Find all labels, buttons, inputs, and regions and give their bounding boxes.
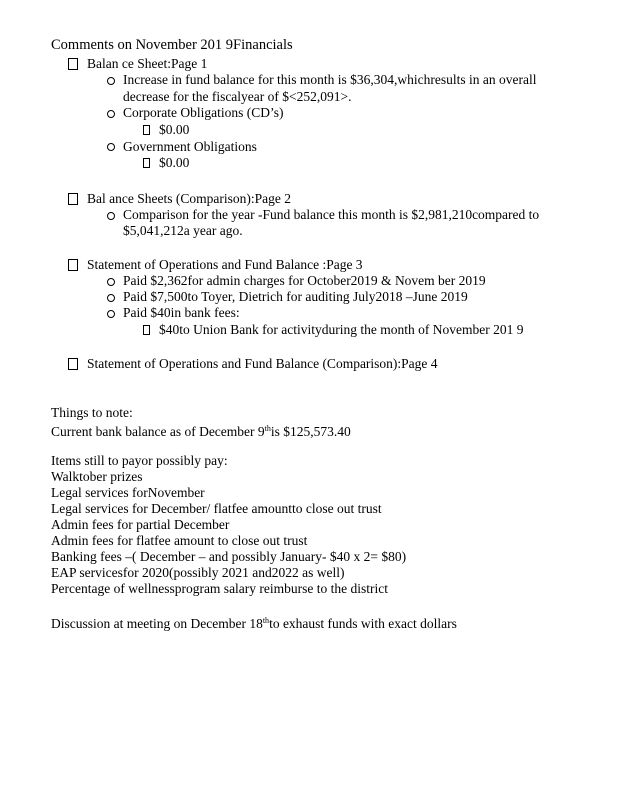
circle-bullet-icon [107, 294, 115, 302]
ordinal-suffix: th [262, 616, 270, 625]
circle-bullet-icon [107, 212, 115, 220]
list-item: EAP servicesfor 2020(possibly 2021 and2022 as well) [51, 565, 345, 580]
list-item: Admin fees for flatfee amount to close out trust [51, 533, 308, 548]
bank-balance-line [51, 421, 351, 440]
circle-bullet-icon [107, 143, 115, 151]
square-bullet-icon [68, 193, 78, 205]
list-item: Comparison for the year -Fund balance this month is $2,981,210compared to [123, 207, 540, 222]
square-bullet-icon [68, 58, 78, 70]
circle-bullet-icon [107, 278, 115, 286]
list-item: Paid $7,500to Toyer, Dietrich for auditing July2018 –June 2019 [123, 289, 468, 304]
sub-item: $40to Union Bank for activityduring the month of November 201 9 [159, 322, 524, 337]
discussion-prefix: Discussion at meeting on December 18 [51, 616, 263, 631]
square-bullet-icon [143, 158, 150, 168]
list-item-continuation: $5,041,212a year ago. [123, 223, 243, 238]
circle-bullet-icon [107, 110, 115, 118]
ordinal-suffix: th [264, 424, 271, 433]
discussion-suffix: to exhaust funds with exact dollars [269, 616, 457, 631]
section-heading: Statement of Operations and Fund Balance :Page 3 [87, 257, 363, 272]
circle-bullet-icon [107, 77, 115, 85]
list-item: Walktober prizes [51, 469, 143, 484]
square-bullet-icon [143, 125, 150, 135]
list-item: Government Obligations [123, 139, 257, 154]
items-to-pay-heading: Items still to payor possibly pay: [51, 453, 228, 468]
section-heading: Balan ce Sheet:Page 1 [87, 56, 208, 71]
list-item: Legal services for December/ flatfee amountto close out trust [51, 501, 382, 516]
list-item: Paid $2,362for admin charges for October2019 & Novem ber 2019 [123, 273, 486, 288]
section-heading: Bal ance Sheets (Comparison):Page 2 [87, 191, 291, 206]
bank-balance-suffix: is $125,573.40 [270, 424, 351, 439]
document-title: Comments on November 201 9Financials [51, 37, 293, 53]
bank-balance-prefix: Current bank balance as of December 9 [51, 424, 265, 439]
list-item: Banking fees –( December – and possibly January- $40 x 2= $80) [51, 549, 407, 564]
square-bullet-icon [143, 325, 150, 335]
sub-item: $0.00 [159, 155, 190, 170]
list-item: Admin fees for partial December [51, 517, 230, 532]
section-heading: Statement of Operations and Fund Balance (Comparison):Page 4 [87, 356, 438, 371]
square-bullet-icon [68, 358, 78, 370]
notes-heading: Things to note: [51, 405, 133, 420]
list-item: Increase in fund balance for this month is $36,304,whichresults in an overall [123, 72, 537, 87]
list-item-continuation: decrease for the fiscalyear of $<252,091>. [123, 89, 352, 104]
discussion-line [51, 613, 457, 632]
sub-item: $0.00 [159, 122, 190, 137]
list-item: Corporate Obligations (CD’s) [123, 105, 284, 120]
square-bullet-icon [68, 259, 78, 271]
list-item: Legal services forNovember [51, 485, 205, 500]
list-item: Percentage of wellnessprogram salary reimburse to the district [51, 581, 389, 596]
list-item: Paid $40in bank fees: [123, 305, 240, 320]
circle-bullet-icon [107, 310, 115, 318]
